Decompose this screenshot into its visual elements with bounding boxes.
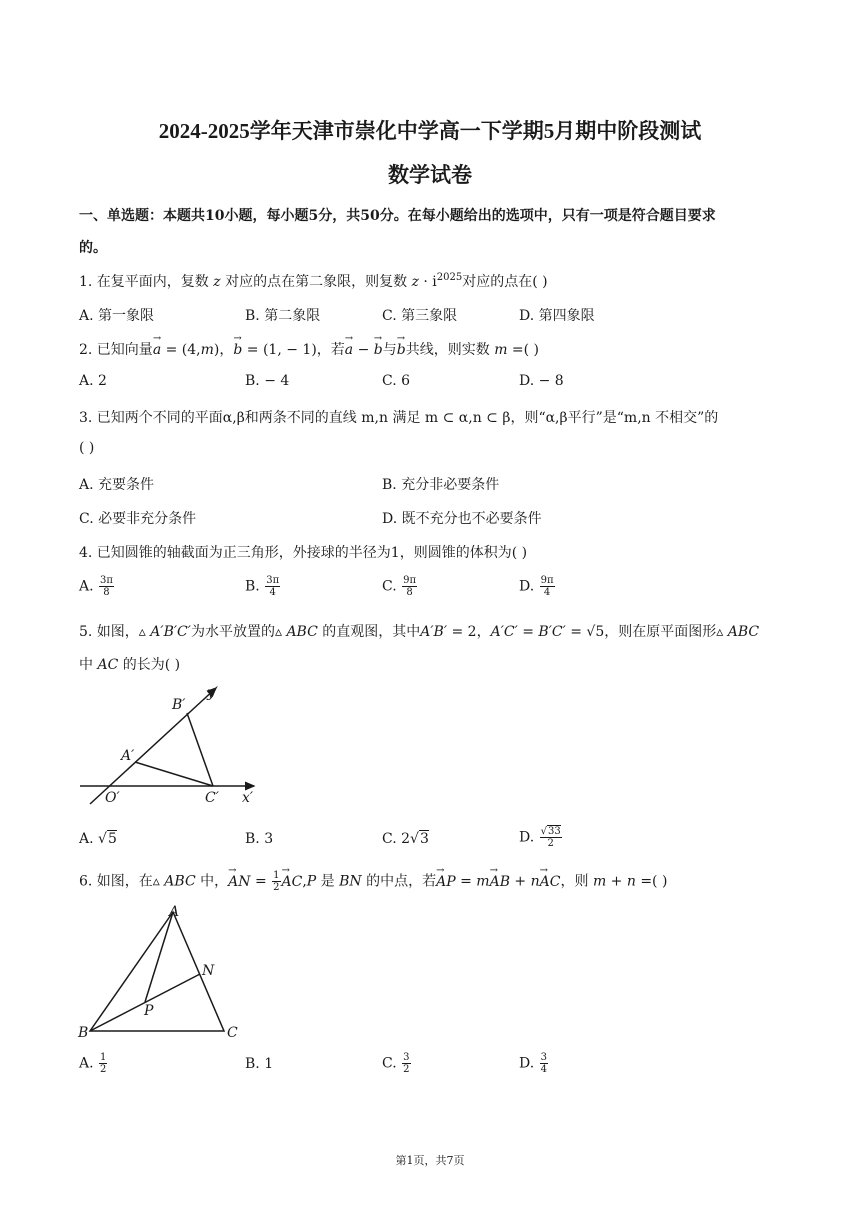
q6-text-10: =( ) <box>635 873 668 890</box>
section-heading-line2: 的。 <box>79 240 107 256</box>
q5-text-d: = 2， <box>447 624 491 640</box>
q2-text-2: = (4, <box>161 342 201 358</box>
question-3-stem-line1: 3. 已知两个不同的平面α,β和两条不同的直线 m,n 满足 m ⊂ α,n ⊂ β，则“α,β平行”是“m,n 不相交”的 <box>79 410 719 426</box>
q4-option-b-numerator: 3π <box>266 575 280 586</box>
q6-text-9: ，则 <box>560 873 593 890</box>
q6-vec-ab: → AB <box>490 874 510 890</box>
q6-vec-an: → AN <box>228 874 250 890</box>
q2-vec-a: → a <box>153 342 161 358</box>
q6-text-6: 的中点，若 <box>361 873 437 890</box>
label-p: P <box>144 1003 154 1019</box>
question-1-stem <box>79 271 548 291</box>
q2-option-d: D. − 8 <box>519 373 564 389</box>
q6-vec-ac2: → AC <box>540 874 561 890</box>
sqrt-icon: √ <box>410 831 419 847</box>
q6-segment-bn: BN <box>339 873 362 890</box>
q4-option-a <box>79 575 115 598</box>
q2-var-m2: m <box>494 342 508 358</box>
question-2-stem <box>79 339 539 359</box>
q6-text-3: = <box>250 873 272 890</box>
q1-text-pre: 1. 在复平面内，复数 <box>79 274 209 290</box>
q4-option-d-denominator: 4 <box>543 587 551 598</box>
q2-vec-a2: → a <box>345 342 353 358</box>
q5-triangle-abc: ABC <box>286 624 318 640</box>
q2-var-m: m <box>200 342 214 358</box>
label-o-prime: O′ <box>105 790 120 806</box>
q6-option-a-denominator: 2 <box>100 1064 107 1075</box>
question-6-stem <box>79 870 667 893</box>
q4-option-d <box>519 575 556 598</box>
q6-option-d-label: D. <box>519 1055 539 1072</box>
q4-option-a-numerator: 3π <box>100 575 113 586</box>
question-5-stem-line1 <box>79 621 759 641</box>
q6-text-5: 是 <box>316 873 340 890</box>
q6-option-d <box>519 1052 549 1075</box>
q6-vec-ac: → AC <box>282 874 303 890</box>
q3-option-d: D. 既不充分也不必要条件 <box>382 511 542 527</box>
q6-option-d-fraction <box>540 1052 548 1075</box>
label-b: B <box>78 1025 89 1041</box>
sqrt-icon: √ <box>540 826 548 837</box>
q2-text-5: − <box>353 342 374 358</box>
q1-option-d: D. 第四象限 <box>519 308 595 324</box>
q5-option-a <box>79 831 117 847</box>
q4-option-c <box>382 575 418 598</box>
q6-triangle-abc: ABC <box>164 873 196 890</box>
q6-option-a-numerator: 1 <box>100 1052 107 1063</box>
q5-option-b: B. 3 <box>245 831 274 847</box>
label-y-prime: y′ <box>207 685 219 701</box>
q5-option-a-label: A. <box>79 831 99 847</box>
q6-option-a-fraction <box>99 1052 107 1075</box>
q5-option-d-fraction <box>540 826 562 849</box>
q1-option-c: C. 第三象限 <box>382 308 458 324</box>
q5-text-e: = <box>517 624 539 640</box>
q5-segment-ac: A′C′ <box>490 624 518 640</box>
q5-segment-bc: B′C′ <box>538 624 566 640</box>
q6-option-d-denominator: 4 <box>540 1064 548 1075</box>
label-n: N <box>202 963 215 979</box>
question-4-stem: 4. 已知圆锥的轴截面为正三角形，外接球的半径为1，则圆锥的体积为( ) <box>79 545 528 561</box>
q5-text-c: 的直观图，其中 <box>317 624 421 640</box>
q5-triangle-prime: A′B′C′ <box>150 624 191 640</box>
q4-option-b-fraction <box>265 575 280 598</box>
label-a: A <box>169 904 180 920</box>
q4-option-c-label: C. <box>382 578 402 595</box>
q5-option-d-denominator: 2 <box>547 838 554 849</box>
q1-option-b: B. 第二象限 <box>245 308 321 324</box>
question-3-stem-line2: ( ) <box>79 440 95 456</box>
question-5-stem-line2 <box>79 654 180 674</box>
q5-option-c-radicand: 3 <box>419 831 429 847</box>
q6-option-b: B. 1 <box>245 1056 274 1072</box>
q5-option-d-label: D. <box>519 829 539 846</box>
q6-option-d-numerator: 3 <box>540 1052 548 1063</box>
q4-option-b-label: B. <box>245 578 265 595</box>
q5-option-c-label: C. 2 <box>382 831 411 847</box>
q5-text-b: 为水平放置的▵ <box>190 624 287 640</box>
q5-option-d <box>519 826 563 849</box>
q2-text-8: =( ) <box>507 342 540 358</box>
q4-option-b <box>245 575 281 598</box>
q5-triangle-abc2: ABC <box>727 624 760 640</box>
q5-text-a: 5. 如图，▵ <box>79 624 151 640</box>
q4-option-d-label: D. <box>519 578 539 595</box>
q1-text-mid: 对应的点在第二象限，则复数 <box>225 274 408 290</box>
q1-var-z2: z <box>411 274 419 290</box>
q5-option-d-numerator <box>540 826 562 838</box>
q2-vec-b: → b <box>233 342 242 358</box>
q6-fraction-denominator: 2 <box>273 882 280 893</box>
q5-segment-ab: A′B′ <box>420 624 448 640</box>
q6-text-2: 中， <box>195 873 229 890</box>
q4-option-b-denominator: 4 <box>269 587 276 598</box>
q6-text-8: + <box>509 873 531 890</box>
q5-option-c <box>382 831 429 847</box>
q6-point-p: P <box>306 873 317 890</box>
q1-text-post: 对应的点在( ) <box>462 274 548 290</box>
q6-sum-mn: m + n <box>592 873 636 890</box>
q2-vec-b2: → b <box>374 342 383 358</box>
q3-option-a: A. 充要条件 <box>79 477 155 493</box>
q1-exponent: 2025 <box>436 272 463 283</box>
q1-var-z: z <box>213 274 221 290</box>
q6-var-n: n <box>530 873 540 890</box>
q6-option-c-numerator: 3 <box>403 1052 410 1063</box>
label-x-prime: x′ <box>242 790 254 806</box>
q2-vec-b3: → b <box>397 342 406 358</box>
page-footer: 第1页，共7页 <box>395 1154 465 1167</box>
q6-text-4: , <box>302 873 307 890</box>
q4-option-d-fraction <box>540 575 555 598</box>
q5-segment-ac-original: AC <box>97 657 119 673</box>
q4-option-a-label: A. <box>79 578 99 595</box>
q1-option-a: A. 第一象限 <box>79 308 155 324</box>
page-title: 2024-2025学年天津市崇化中学高一下学期5月期中阶段测试 <box>158 119 702 143</box>
q2-text-6: 与 <box>382 342 397 358</box>
section-heading-line1: 一、单选题：本题共10小题，每小题5分，共50分。在每小题给出的选项中，只有一项是符合题目要求 <box>79 208 716 224</box>
label-a-prime: A′ <box>121 748 135 764</box>
q6-option-a <box>79 1052 108 1075</box>
q6-option-c-label: C. <box>382 1055 402 1072</box>
q5-text-g: 中 <box>79 657 98 673</box>
q6-text-7: = <box>455 873 477 890</box>
q5-text-h: 的长为( ) <box>118 657 181 673</box>
q6-fraction-numerator: 1 <box>273 870 280 881</box>
q6-vec-ap: → AP <box>436 874 456 890</box>
q2-text-7: 共线，则实数 <box>405 342 495 358</box>
segment-b-c <box>187 713 213 786</box>
q3-option-b: B. 充分非必要条件 <box>382 477 500 493</box>
q2-text-3: )， <box>213 342 234 358</box>
q2-option-a: A. 2 <box>79 373 107 389</box>
q4-option-c-fraction <box>402 575 417 598</box>
q6-option-c-denominator: 2 <box>403 1064 410 1075</box>
sqrt-icon: √ <box>98 831 107 847</box>
q4-option-c-numerator: 9π <box>403 575 417 586</box>
label-c: C <box>227 1025 238 1041</box>
q4-option-a-denominator: 8 <box>103 587 110 598</box>
q5-text-f: = √5，则在原平面图形▵ <box>565 624 728 640</box>
q6-var-m: m <box>476 873 490 890</box>
q4-option-c-denominator: 8 <box>406 587 413 598</box>
q5-oblique-figure <box>76 678 266 808</box>
q4-option-d-numerator: 9π <box>540 575 554 586</box>
q1-imag-unit: · i <box>423 274 437 290</box>
q6-text-1: 6. 如图，在▵ <box>79 873 165 890</box>
q5-option-a-radicand: 5 <box>107 831 117 847</box>
q3-option-c: C. 必要非充分条件 <box>79 511 197 527</box>
q4-option-a-fraction <box>99 575 114 598</box>
q6-option-c-fraction <box>402 1052 410 1075</box>
segment-a-p <box>145 912 173 1002</box>
q6-half-fraction <box>272 870 280 893</box>
q2-option-b: B. − 4 <box>245 373 290 389</box>
page-subtitle: 数学试卷 <box>388 163 472 187</box>
q2-text-1: 2. 已知向量 <box>79 342 153 358</box>
label-c-prime: C′ <box>205 790 219 806</box>
q6-option-c <box>382 1052 412 1075</box>
label-b-prime: B′ <box>172 697 186 713</box>
q2-text-4: = (1, − 1)，若 <box>242 342 345 358</box>
q5-option-d-radicand: 33 <box>548 826 561 837</box>
q6-option-a-label: A. <box>79 1055 99 1072</box>
q6-triangle-figure <box>74 900 254 1045</box>
q2-option-c: C. 6 <box>382 373 411 389</box>
segment-a-c <box>135 762 213 786</box>
